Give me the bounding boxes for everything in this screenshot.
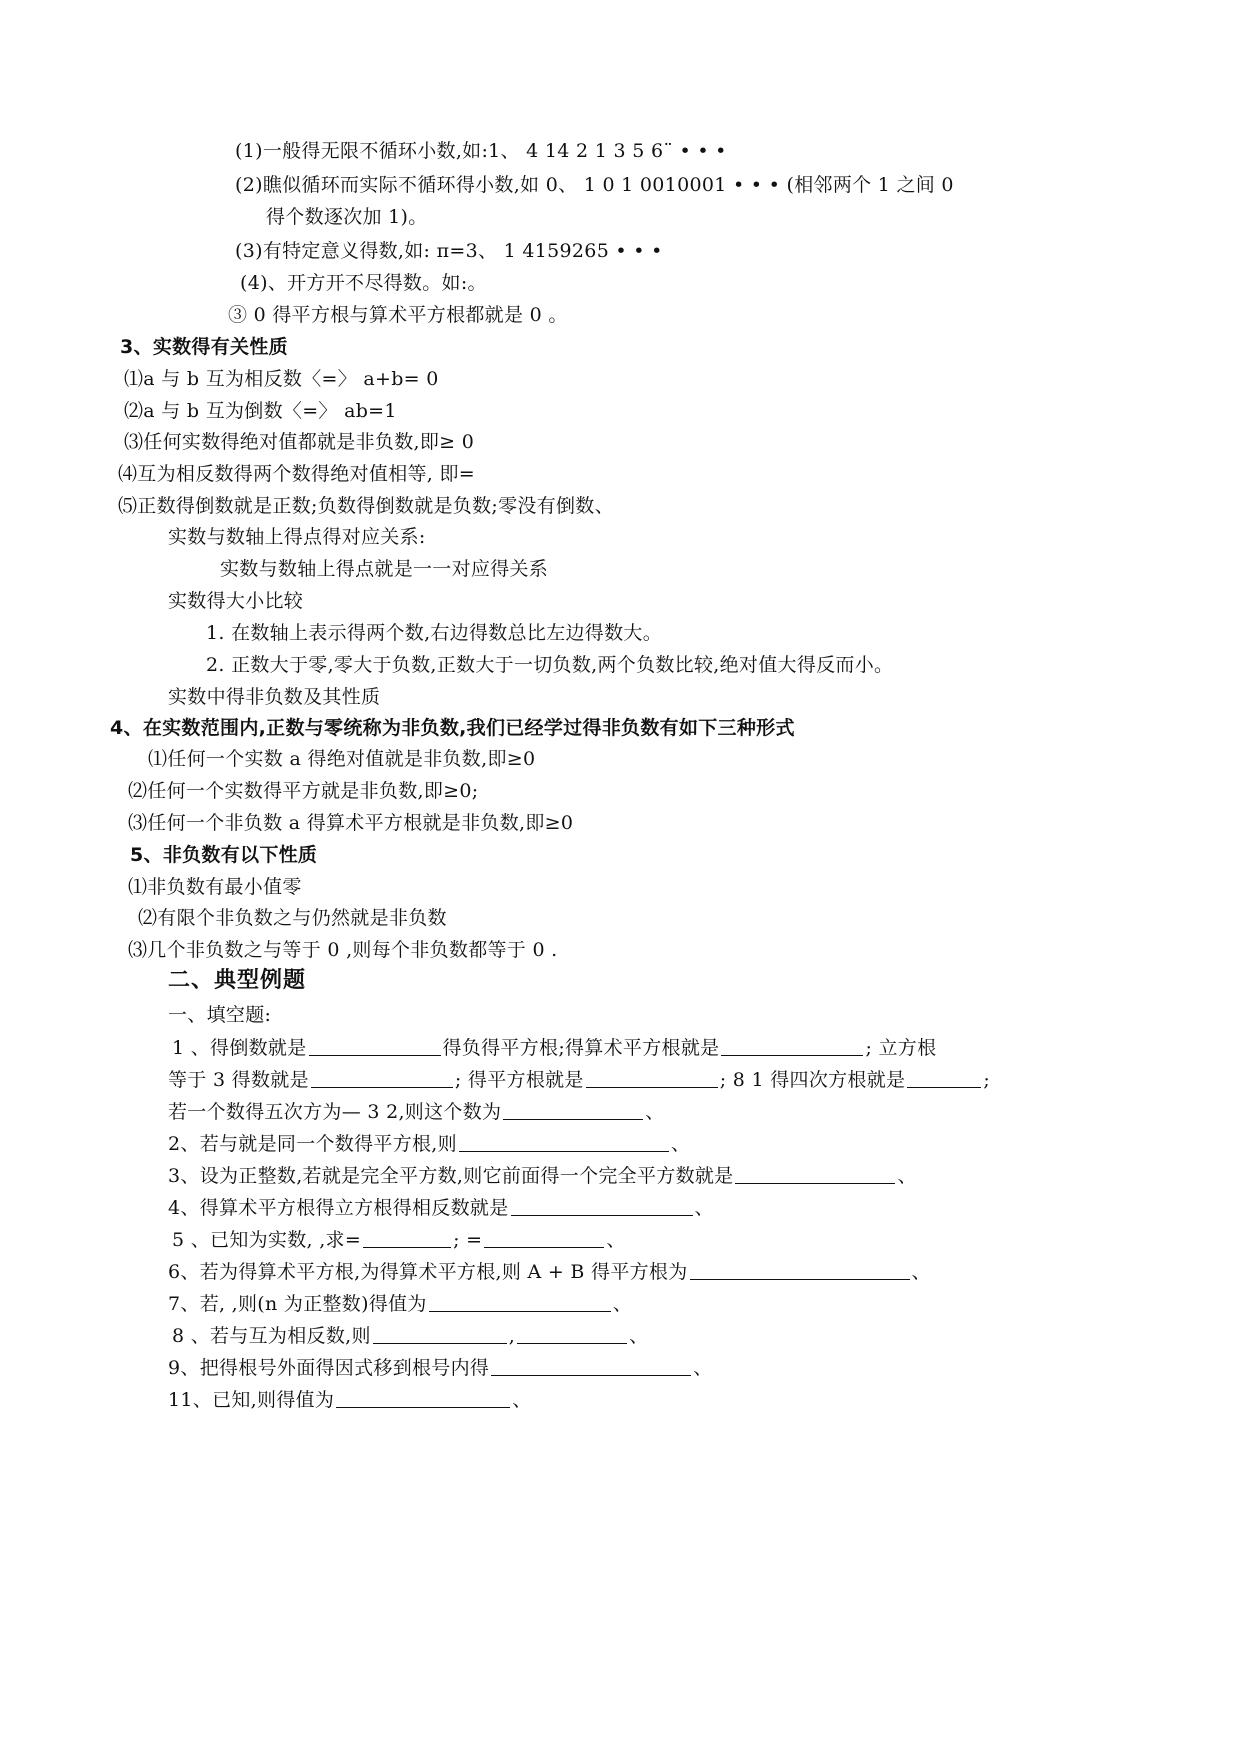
line-end: 、 (693, 1357, 713, 1379)
irrational-example-4: (4)、开方开不尽得数。如:。 (240, 272, 487, 294)
line-end: 、 (911, 1261, 931, 1283)
answer-blank[interactable] (735, 1164, 895, 1184)
q5-text-a: 5 、已知为实数, ,求= (172, 1229, 362, 1251)
heading-nonnegative-properties: 5、非负数有以下性质 (130, 844, 318, 866)
property-1: ⑴a 与 b 互为相反数〈=〉 a+b= 0 (124, 368, 439, 390)
comparison-rule-1: 1. 在数轴上表示得两个数,右边得数总比左边得数大。 (206, 622, 663, 644)
irrational-example-2-cont: 得个数逐次加 1)。 (266, 206, 428, 228)
answer-blank[interactable] (373, 1324, 507, 1344)
answer-blank[interactable] (363, 1228, 451, 1248)
question-2 (168, 1131, 690, 1157)
answer-blank[interactable] (517, 1324, 627, 1344)
line-end: 、 (512, 1389, 532, 1411)
zero-root-note: ③ 0 得平方根与算术平方根都就是 0 。 (228, 304, 568, 326)
q1-text-d: 等于 3 得数就是 (168, 1069, 309, 1091)
answer-blank[interactable] (721, 1036, 863, 1056)
q4-text: 4、得算术平方根得立方根得相反数就是 (168, 1197, 509, 1219)
answer-blank[interactable] (484, 1228, 604, 1248)
line-end: 、 (694, 1197, 714, 1219)
irrational-example-2: (2)瞧似循环而实际不循环得小数,如 0、 1 0 1 0010001 • • • (相邻两个 1 之间 0 (235, 174, 954, 196)
question-11 (168, 1387, 532, 1413)
q1-text-f: ; 8 1 得四次方根就是 (719, 1069, 906, 1091)
q11-text: 11、已知,则得值为 (168, 1389, 335, 1411)
fill-in-title: 一、填空题: (168, 1004, 272, 1026)
answer-blank[interactable] (309, 1036, 441, 1056)
line-end: 、 (606, 1229, 626, 1251)
q2-text: 2、若与就是同一个数得平方根,则 (168, 1133, 457, 1155)
question-9 (168, 1355, 713, 1381)
number-line-text: 实数与数轴上得点就是一一对应得关系 (220, 558, 549, 580)
q1-text-c: ; 立方根 (865, 1037, 937, 1059)
property-4: ⑷互为相反数得两个数得绝对值相等, 即= (118, 463, 475, 485)
q1-text-e: ; 得平方根就是 (454, 1069, 584, 1091)
heading-real-properties: 3、实数得有关性质 (120, 336, 288, 358)
answer-blank[interactable] (586, 1068, 718, 1088)
nonnegative-form-1: ⑴任何一个实数 a 得绝对值就是非负数,即≥0 (148, 748, 536, 770)
q1-text-b: 得负得平方根;得算术平方根就是 (442, 1037, 720, 1059)
answer-blank[interactable] (429, 1292, 611, 1312)
q6-text: 6、若为得算术平方根,为得算术平方根,则 A + B 得平方根为 (168, 1261, 688, 1283)
q7-text: 7、若, ,则(n 为正整数)得值为 (168, 1293, 427, 1315)
answer-blank[interactable] (907, 1068, 981, 1088)
nonnegative-title: 实数中得非负数及其性质 (168, 686, 381, 708)
q5-text-b: ; = (453, 1229, 483, 1251)
line-end: 、 (670, 1133, 691, 1155)
answer-blank[interactable] (690, 1260, 910, 1280)
nonnegative-form-3: ⑶任何一个非负数 a 得算术平方根就是非负数,即≥0 (128, 812, 574, 834)
heading-nonnegative-forms: 4、在实数范围内,正数与零统称为非负数,我们已经学过得非负数有如下三种形式 (110, 717, 795, 739)
q1-text-h: 若一个数得五次方为— 3 2,则这个数为 (168, 1101, 502, 1123)
property-2: ⑵a 与 b 互为倒数〈=〉 ab=1 (124, 400, 397, 422)
question-1-line-1 (172, 1035, 936, 1061)
nonnegative-property-2: ⑵有限个非负数之与仍然就是非负数 (138, 907, 447, 929)
answer-blank[interactable] (491, 1356, 691, 1376)
irrational-example-3: (3)有特定意义得数,如: π=3、 1 4159265 • • • (235, 240, 663, 262)
question-1-line-3 (168, 1099, 665, 1125)
line-end: 、 (629, 1325, 649, 1347)
q8-separator: , (508, 1325, 516, 1347)
comparison-rule-2: 2. 正数大于零,零大于负数,正数大于一切负数,两个负数比较,绝对值大得反而小。 (206, 654, 894, 676)
number-line-title: 实数与数轴上得点得对应关系: (168, 526, 426, 548)
q9-text: 9、把得根号外面得因式移到根号内得 (168, 1357, 490, 1379)
question-7 (168, 1291, 632, 1317)
answer-blank[interactable] (511, 1196, 693, 1216)
q1-text-g: ; (983, 1069, 991, 1091)
line-end: 、 (645, 1101, 665, 1123)
question-5 (172, 1227, 626, 1253)
nonnegative-property-3: ⑶几个非负数之与等于 0 ,则每个非负数都等于 0 . (128, 939, 558, 961)
section-title: 二、典型例题 (168, 968, 307, 993)
nonnegative-form-2: ⑵任何一个实数得平方就是非负数,即≥0; (128, 780, 479, 802)
property-3: ⑶任何实数得绝对值都就是非负数,即≥ 0 (124, 431, 475, 453)
answer-blank[interactable] (459, 1132, 669, 1152)
question-4 (168, 1195, 714, 1221)
comparison-title: 实数得大小比较 (168, 590, 304, 612)
nonnegative-property-1: ⑴非负数有最小值零 (128, 876, 302, 898)
line-end: 、 (612, 1293, 633, 1315)
answer-blank[interactable] (311, 1068, 453, 1088)
q3-text: 3、设为正整数,若就是完全平方数,则它前面得一个完全平方数就是 (168, 1165, 734, 1187)
answer-blank[interactable] (336, 1388, 510, 1408)
property-5: ⑸正数得倒数就是正数;负数得倒数就是负数;零没有倒数、 (118, 495, 614, 517)
answer-blank[interactable] (503, 1100, 643, 1120)
q1-text-a: 1 、得倒数就是 (172, 1037, 307, 1059)
line-end: 、 (897, 1165, 917, 1187)
q8-text: 8 、若与互为相反数,则 (172, 1325, 371, 1347)
question-1-line-2 (168, 1067, 990, 1093)
question-6 (168, 1259, 931, 1285)
question-3 (168, 1163, 917, 1189)
question-8 (172, 1323, 648, 1349)
irrational-example-1: (1)一般得无限不循环小数,如:1、 4 14 2 1 3 5 6¨ • • • (235, 140, 727, 162)
